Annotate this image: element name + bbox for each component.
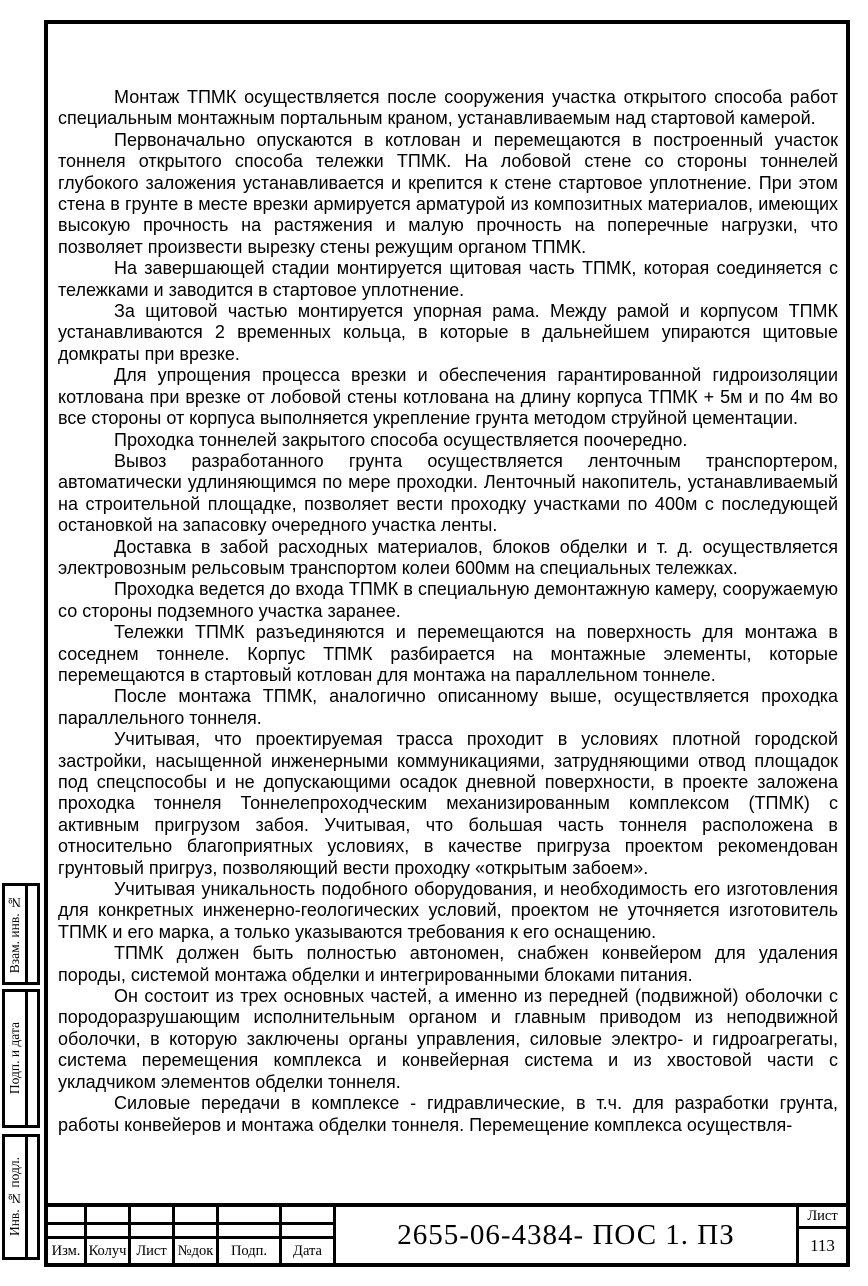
stamp-inv-no-podl xyxy=(2,1134,40,1260)
titleblock-header-podp: Подп. xyxy=(219,1239,282,1263)
title-block xyxy=(44,1203,850,1267)
paragraph: Первоначально опускаются в котлован и перемещаются в построенный участок тоннеля открытого способа тележки ТПМК. На лобовой стене со стороны тоннелей глубокого заложения устанавливается и крепится к стене стартовое уплотнение. При этом стена в грунте в месте врезки армируется арматурой из композитных материалов, имеющих высокую прочность на растяжения и малую прочность на поперечные нагрузки, что позволяет произвести вырезку стены режущим органом ТПМК. xyxy=(58,129,838,257)
paragraph: Доставка в забой расходных материалов, блоков обделки и т. д. осуществляется электровозным рельсовым транспортом колеи 600мм на специальных тележках. xyxy=(58,536,838,578)
stamp-label-cell xyxy=(5,886,28,982)
titleblock-header-list: Лист xyxy=(131,1239,175,1263)
titleblock-empty-cell xyxy=(48,1225,87,1239)
titleblock-empty-cell xyxy=(175,1225,219,1239)
stamp-empty-cell xyxy=(28,886,37,982)
titleblock-header-koluch: Колуч xyxy=(87,1239,131,1263)
paragraph: После монтажа ТПМК, аналогично описанному выше, осуществляется проходка параллельного тоннеля. xyxy=(58,686,838,728)
paragraph: Проходка тоннелей закрытого способа осуществляется поочередно. xyxy=(114,429,688,450)
paragraph: Проходка ведется до входа ТПМК в специальную демонтажную камеру, сооружаемую со стороны подземного участка заранее. xyxy=(58,579,838,621)
stamp-podp-i-data xyxy=(2,989,40,1128)
titleblock-revision-table xyxy=(48,1207,336,1263)
paragraph: Учитывая уникальность подобного оборудования, и необходимость его изготовления для конкретных инженерно-геологических условий, проектом не уточняется изготовитель ТПМК и его марка, а только указываются требования к его оснащению. xyxy=(58,879,838,942)
paragraph: Учитывая, что проектируемая трасса проходит в условиях плотной городской застройки, насыщенной инженерными коммуникациями, затрудняющими отвод площадок под спецспособы и не допускающими осадок дневной поверхности, в проекте заложена проходка тоннеля Тоннелепроходческим механизированным комплексом (ТПМК) с активным пригрузом забоя. Учитывая, что большая часть тоннеля расположена в относительно благоприятных условиях, в качестве пригруза проектом рекомендован грунтовый пригруз, позволяющий вести проходку «открытым забоем». xyxy=(58,729,838,878)
paragraph: Вывоз разработанного грунта осуществляется ленточным транспортером, автоматически удлиняющимся по мере проходки. Ленточный накопитель, устанавливаемый на строительной площадке, позволяет вести проходку участками по 400м с последующей остановкой на запасовку очередного участка ленты. xyxy=(58,450,838,536)
titleblock-header-izm: Изм. xyxy=(48,1239,87,1263)
titleblock-empty-cell xyxy=(87,1207,131,1225)
titleblock-empty-cell xyxy=(87,1225,131,1239)
document-number: 2655-06-4384- ПОС 1. ПЗ xyxy=(336,1207,799,1263)
titleblock-empty-cell xyxy=(131,1207,175,1225)
titleblock-empty-cell xyxy=(219,1207,282,1225)
titleblock-empty-cell xyxy=(175,1207,219,1225)
paragraph: Он состоит из трех основных частей, а именно из передней (подвижной) оболочки с породоразрушающим исполнительным органом и главным приводом из неподвижной оболочки, в которую заключены органы управления, силовые электро- и гидроагрегаты, система перемещения комплекса и конвейерная система и из хвостовой части с укладчиком элементов обделки тоннеля. xyxy=(58,986,838,1092)
paragraph: ТПМК должен быть полностью автономен, снабжен конвейером для удаления породы, системой монтажа обделки и интегрированными блоками питания. xyxy=(58,943,838,985)
paragraph: Тележки ТПМК разъединяются и перемещаются на поверхность для монтажа в соседнем тоннеле. Корпус ТПМК разбирается на монтажные элементы, которые перемещаются в стартовый котлован для монтажа на параллельном тоннеле. xyxy=(58,622,838,685)
stamp-empty-cell xyxy=(28,992,37,1125)
titleblock-empty-cell xyxy=(219,1225,282,1239)
stamp-label: Взам. инв. № xyxy=(7,894,22,974)
sheet-number: 113 xyxy=(810,1236,835,1255)
stamp-label: Подп. и дата xyxy=(7,1022,22,1095)
paragraph: Силовые передачи в комплексе - гидравлические, в т.ч. для разработки грунта, работы конвейеров и монтажа обделки тоннеля. Перемещение комплекса осуществля- xyxy=(58,1093,838,1135)
paragraph: Для упрощения процесса врезки и обеспечения гарантированной гидроизоляции котлована при врезке от лобовой стены котлована на длину корпуса ТПМК + 5м и по 4м во все стороны от корпуса выполняется укрепление грунта методом струйной цементации. xyxy=(58,365,838,429)
document-body-text xyxy=(58,87,838,1136)
sheet-label: Лист xyxy=(799,1207,846,1229)
paragraph: Монтаж ТПМК осуществляется после сооружения участка открытого способа работ специальным монтажным портальным краном, устанавливаемым над стартовой камерой. xyxy=(58,87,838,129)
stamp-label-cell xyxy=(5,1137,28,1257)
titleblock-sheet-cell xyxy=(799,1207,846,1263)
stamp-vzam-inv-no xyxy=(2,883,40,985)
paragraph: На завершающей стадии монтируется щитовая часть ТПМК, которая соединяется с тележками и заводится в стартовое уплотнение. xyxy=(58,258,838,300)
titleblock-empty-cell xyxy=(282,1207,333,1225)
titleblock-empty-cell xyxy=(131,1225,175,1239)
titleblock-empty-cell xyxy=(48,1207,87,1225)
titleblock-header-data: Дата xyxy=(293,1242,322,1259)
stamp-label: Инв. № подл. xyxy=(7,1157,22,1237)
titleblock-empty-cell xyxy=(282,1225,333,1239)
titleblock-header-nodok: №док xyxy=(175,1239,219,1263)
stamp-empty-cell xyxy=(28,1137,37,1257)
stamp-label-cell xyxy=(5,992,28,1125)
paragraph: За щитовой частью монтируется упорная рама. Между рамой и корпусом ТПМК устанавливаются 2 временных кольца, в которые в дальнейшем упираются щитовые домкраты при врезке. xyxy=(58,301,838,364)
